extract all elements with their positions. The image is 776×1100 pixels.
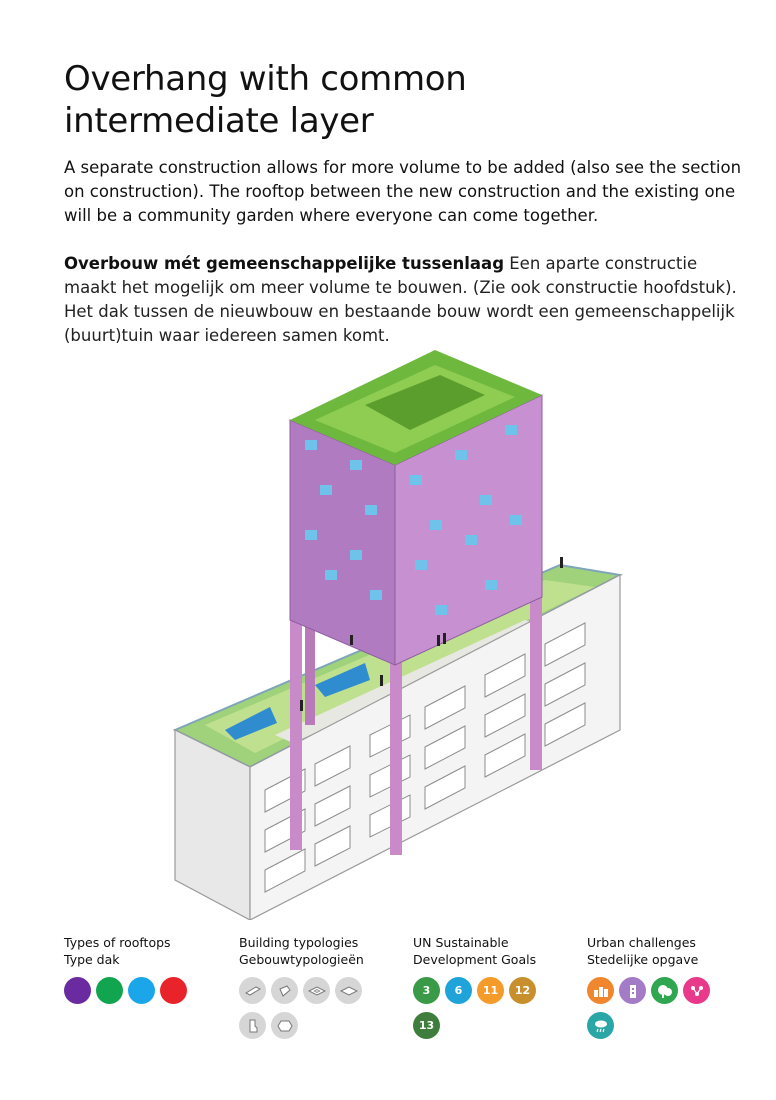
typology-diamond-icon xyxy=(335,977,362,1004)
legend-urban xyxy=(587,934,698,968)
typology-slab-icon xyxy=(239,977,266,1004)
typology-courtyard-icon xyxy=(303,977,330,1004)
page-title-line-1: Overhang with common xyxy=(64,59,467,99)
legend-typologies-title-nl: Gebouwtypologieën xyxy=(239,952,364,967)
rooftop-green-dot xyxy=(96,977,123,1004)
intro-paragraph: A separate construction allows for more volume to be added (also see the section on construction). The rooftop between the new construction and the existing one will be a community garden where everyone can come together. xyxy=(64,158,742,225)
legend-sdg-title-1: UN Sustainable xyxy=(413,935,509,950)
sdg-goal-6-icon: 6 xyxy=(445,977,472,1004)
legend-rooftops-title-nl: Type dak xyxy=(64,952,120,967)
rooftop-purple-dot xyxy=(64,977,91,1004)
page-title-line-2: intermediate layer xyxy=(64,101,374,141)
legend-typologies-title-en: Building typologies xyxy=(239,935,359,950)
sdg-goal-11-icon: 11 xyxy=(477,977,504,1004)
sdg-goal-13-icon: 13 xyxy=(413,1012,440,1039)
support-column xyxy=(290,600,302,850)
building-icon xyxy=(619,977,646,1004)
typology-hexagon-icon xyxy=(271,1012,298,1039)
typology-l-shape-icon xyxy=(239,1012,266,1039)
typology-icons xyxy=(239,977,369,1039)
legend-typologies xyxy=(239,934,364,968)
legend-urban-title-nl: Stedelijke opgave xyxy=(587,952,699,967)
dutch-heading: Overbouw mét gemeenschappelijke tussenlaag xyxy=(64,254,505,273)
dutch-body: Een aparte constructie maakt het mogelijk om meer volume te bouwen. (Zie ook constructie hoofdstuk). Het dak tussen de nieuwbouw en bestaande bouw wordt een gemeenschappelijk (buurt)tuin waar iedereen samen komt. xyxy=(64,254,737,345)
urban-challenge-icons xyxy=(587,977,722,1039)
legend-rooftops xyxy=(64,934,171,968)
page-title xyxy=(64,58,704,142)
building-illustration xyxy=(165,335,635,920)
legend-sdg xyxy=(413,934,536,968)
community-icon xyxy=(683,977,710,1004)
rooftop-blue-dot xyxy=(128,977,155,1004)
sdg-goal-12-icon: 12 xyxy=(509,977,536,1004)
rooftop-type-icons xyxy=(64,977,204,1004)
legend-rooftops-title-en: Types of rooftops xyxy=(64,935,171,950)
legend-urban-title-en: Urban challenges xyxy=(587,935,696,950)
dutch-paragraph xyxy=(64,252,754,348)
rain-icon xyxy=(587,1012,614,1039)
typology-block-icon xyxy=(271,977,298,1004)
rooftop-red-dot xyxy=(160,977,187,1004)
nature-icon xyxy=(651,977,678,1004)
sdg-icons xyxy=(413,977,548,1039)
sdg-goal-3-icon: 3 xyxy=(413,977,440,1004)
city-icon xyxy=(587,977,614,1004)
legend-sdg-title-2: Development Goals xyxy=(413,952,537,967)
